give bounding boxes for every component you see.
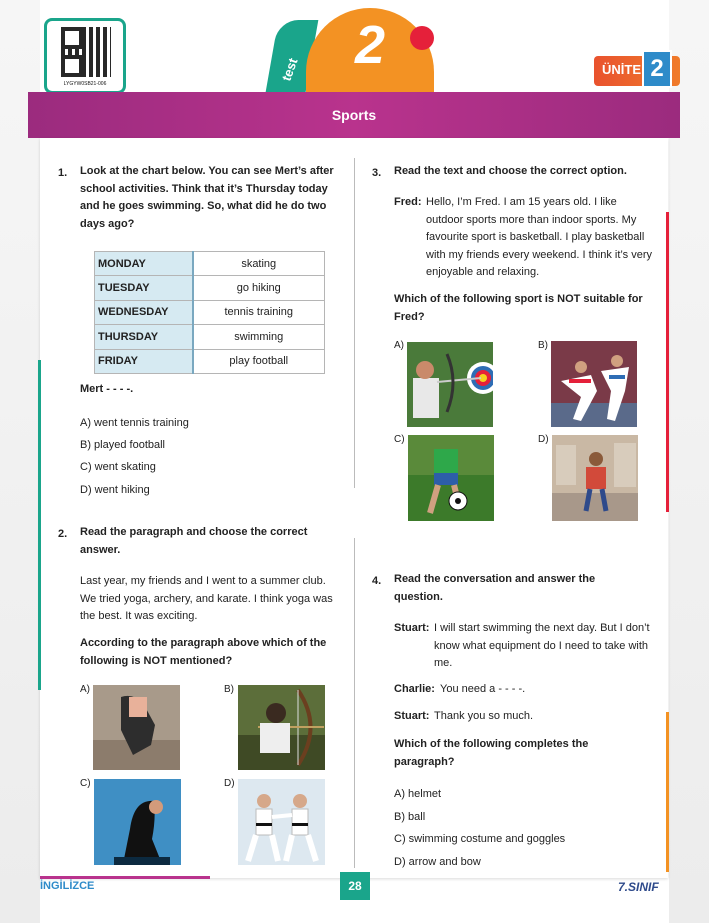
column-divider-bottom <box>354 538 355 868</box>
table-day: MONDAY <box>95 252 193 276</box>
q2-label-b: B) <box>224 684 234 695</box>
table-day: THURSDAY <box>95 325 193 349</box>
q4-speaker-2: Charlie: <box>394 683 435 695</box>
q4-option-c[interactable]: C) swimming costume and goggles <box>394 833 566 845</box>
q2-label-a: A) <box>80 684 90 695</box>
q4-speaker-1: Stuart: <box>394 622 430 634</box>
table-row <box>95 349 325 373</box>
footer-line <box>40 876 210 879</box>
q3-label-a: A) <box>394 340 404 351</box>
q3-label-b: B) <box>538 340 548 351</box>
table-row <box>95 252 325 276</box>
karate-kick-photo[interactable] <box>551 341 637 427</box>
q3-number: 3. <box>372 167 382 179</box>
q1-option-d[interactable]: D) went hiking <box>80 484 150 496</box>
table-row <box>95 325 325 349</box>
page-title: Sports <box>331 107 377 123</box>
background-right <box>669 0 709 923</box>
unit-number: 2 <box>642 50 672 88</box>
q4-question: Which of the following completes the paragraph? <box>394 738 589 768</box>
unit-label: ÜNİTE <box>602 62 641 77</box>
column-divider-top <box>354 158 355 488</box>
q3-speaker: Fred: <box>394 196 422 208</box>
table-activity: play football <box>193 349 325 373</box>
table-row <box>95 276 325 300</box>
footer-grade: 7.SINIF <box>618 880 659 894</box>
accent-orange-right <box>666 712 669 872</box>
skating-photo[interactable] <box>552 435 638 521</box>
accent-red-right <box>666 212 669 512</box>
table-day: WEDNESDAY <box>95 300 193 324</box>
qr-code-text: LYGYW0SB21-006 <box>63 81 107 87</box>
qr-code[interactable] <box>44 18 126 94</box>
accent-green-left <box>38 360 41 690</box>
q4-option-d[interactable]: D) arrow and bow <box>394 856 481 868</box>
q3-label-d: D) <box>538 434 549 445</box>
background-left <box>0 0 40 923</box>
basketball-photo[interactable] <box>93 685 180 770</box>
football-photo[interactable] <box>408 435 494 521</box>
q1-option-a[interactable]: A) went tennis training <box>80 417 189 429</box>
archery-target-photo[interactable] <box>407 342 493 427</box>
q3-label-c: C) <box>394 434 405 445</box>
table-row <box>95 300 325 324</box>
yoga-photo[interactable] <box>94 779 181 865</box>
q4-text: Read the conversation and answer the question. <box>394 573 596 603</box>
q4-option-a[interactable]: A) helmet <box>394 788 442 800</box>
q4-option-b[interactable]: B) ball <box>394 811 426 823</box>
schedule-table <box>94 251 325 374</box>
q2-text: Read the paragraph and choose the correct answer. <box>80 526 308 556</box>
test-word: test <box>278 56 301 83</box>
q3-question: Which of the following sport is NOT suitable for Fred? <box>394 293 643 323</box>
table-day: FRIDAY <box>95 349 193 373</box>
test-number: 2 <box>354 15 386 75</box>
footer-subject: İNGİLİZCE <box>40 880 95 892</box>
table-day: TUESDAY <box>95 276 193 300</box>
q2-label-d: D) <box>224 778 235 789</box>
q2-number: 2. <box>58 528 68 540</box>
archery-photo[interactable] <box>238 685 325 770</box>
q1-option-c[interactable]: C) went skating <box>80 461 156 473</box>
table-activity: swimming <box>193 325 325 349</box>
q4-number: 4. <box>372 575 382 587</box>
q3-speech: Hello, I’m Fred. I am 15 years old. I like outdoor sports more than indoor sports. My favourite sport is basketball. I play basketball with my friends every weekend. I think it’s very enjoyable and relaxing. <box>426 196 652 278</box>
q4-speaker-3: Stuart: <box>394 710 430 722</box>
q1-text: Look at the chart below. You can see Mert’s after school activities. Think that it’s Thursday today and he goes swimming. So, what did he do two days ago? <box>80 165 334 230</box>
table-activity: skating <box>193 252 325 276</box>
qr-pattern-icon <box>61 27 111 77</box>
table-activity: go hiking <box>193 276 325 300</box>
karate-photo[interactable] <box>238 779 325 865</box>
q1-prompt: Mert - - - -. <box>80 383 134 395</box>
q1-number: 1. <box>58 167 68 179</box>
q4-line-2: You need a - - - -. <box>440 683 526 695</box>
q4-line-1: I will start swimming the next day. But I don’t know what equipment do I need to take with me. <box>434 622 650 669</box>
page-number: 28 <box>340 872 370 900</box>
q3-text: Read the text and choose the correct option. <box>394 165 627 177</box>
q4-line-3: Thank you so much. <box>434 710 534 722</box>
q2-label-c: C) <box>80 778 91 789</box>
q2-paragraph: Last year, my friends and I went to a summer club. We tried yoga, archery, and karate. I think yoga was the best. It was exciting. <box>80 575 333 622</box>
red-dot-icon <box>410 26 434 50</box>
table-activity: tennis training <box>193 300 325 324</box>
q1-option-b[interactable]: B) played football <box>80 439 165 451</box>
q2-question: According to the paragraph above which of the following is NOT mentioned? <box>80 637 327 667</box>
